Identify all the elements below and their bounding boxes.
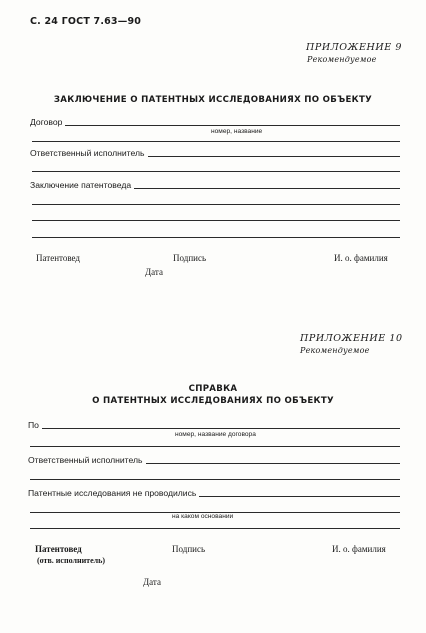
appendix-10-status: Рекомендуемое: [300, 346, 370, 355]
conclusion-line-3: [32, 220, 400, 221]
conclusion-label: Заключение патентоведа: [30, 180, 134, 190]
conclusion-line-2: [32, 204, 400, 205]
executor-label-10: Ответственный исполнитель: [28, 455, 146, 465]
executor-extra-line-10: [30, 479, 400, 480]
appendix-9-status: Рекомендуемое: [307, 55, 377, 64]
appendix-10-title-line2: О ПАТЕНТНЫХ ИССЛЕДОВАНИЯХ ПО ОБЪЕКТУ: [92, 396, 334, 406]
signature-date: Дата: [145, 267, 163, 277]
signature-name-10: И. о. фамилия: [332, 544, 386, 554]
signature-label: Подпись: [173, 253, 207, 263]
contract-hint-10: номер, название договора: [175, 431, 256, 438]
signature-role-10: Патентовед: [35, 544, 82, 554]
appendix-10-label: ПРИЛОЖЕНИЕ 10: [300, 333, 403, 344]
signature-date-10: Дата: [143, 577, 161, 587]
contract-label: Договор: [30, 117, 65, 127]
contract-line: [32, 125, 400, 126]
conclusion-line-4: [32, 237, 400, 238]
page-header: С. 24 ГОСТ 7.63—90: [30, 16, 142, 27]
executor-label: Ответственный исполнитель: [30, 148, 148, 158]
appendix-10-title-line1: СПРАВКА: [188, 384, 238, 394]
contract-extra-line: [32, 141, 400, 142]
appendix-9-title: ЗАКЛЮЧЕНИЕ О ПАТЕНТНЫХ ИССЛЕДОВАНИЯХ ПО ОБЪЕКТУ: [53, 95, 373, 105]
signature-role: Патентовед: [36, 253, 80, 263]
contract-extra-line-10: [30, 446, 400, 447]
basis-extra-line: [30, 528, 400, 529]
contract-label-10: По: [28, 420, 42, 430]
executor-extra-line: [32, 171, 400, 172]
basis-hint: на каком основании: [172, 513, 234, 520]
not-conducted-label: Патентные исследования не проводились: [28, 488, 199, 498]
contract-line-10: [30, 428, 400, 429]
appendix-9-label: ПРИЛОЖЕНИЕ 9: [306, 42, 403, 53]
contract-hint: номер, название: [211, 128, 263, 135]
signature-role-10-sub: (отв. исполнитель): [37, 556, 106, 565]
signature-label-10: Подпись: [172, 544, 206, 554]
signature-name: И. о. фамилия: [334, 253, 388, 263]
